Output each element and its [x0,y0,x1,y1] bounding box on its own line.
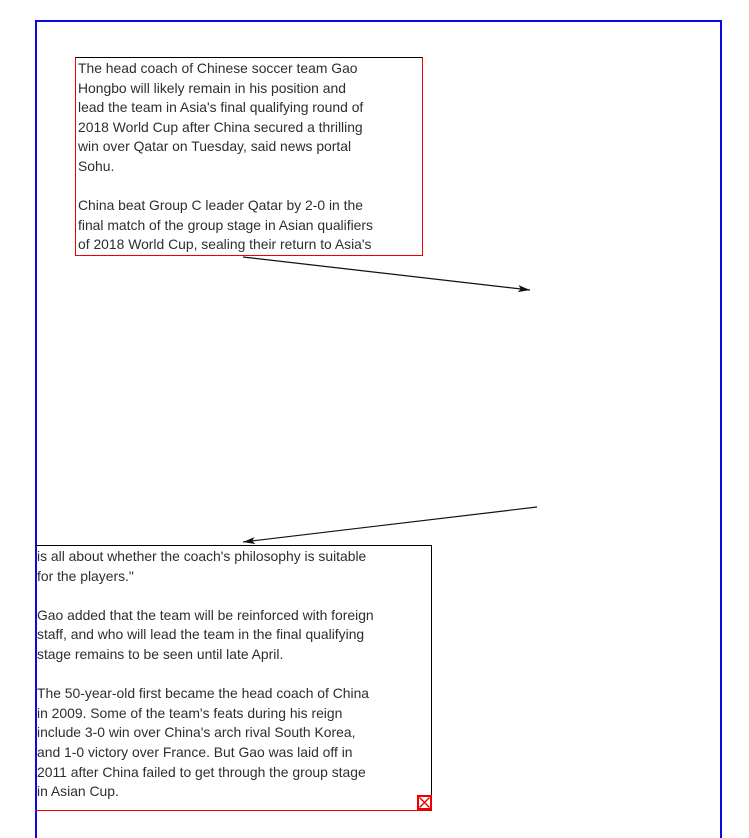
text-line: in 2009. Some of the team's feats during his reign [37,704,343,721]
text-line: The 50-year-old first became the head coach of China [37,685,370,702]
text-line: 2011 after China failed to get through the group stage [37,763,366,780]
text-line: lead the team in Asia's final qualifying round of [78,99,364,116]
text-line: The head coach of Chinese soccer team Gao [78,60,358,76]
text-overflow-crossed-box-icon [417,795,432,810]
text-line: include 3-0 win over China's arch rival South Korea, [37,724,356,741]
text-line [37,665,431,685]
text-line: Sohu. [78,157,115,174]
text-line: is all about whether the coach's philosophy is suitable [37,548,367,564]
text-frame-1[interactable] [75,57,423,256]
text-line: in Asian Cup. [37,783,119,800]
text-line: win over Qatar on Tuesday, said news portal [78,138,352,155]
text-line: Gao added that the team will be reinforced with foreign [37,606,374,623]
text-line: China beat Group C leader Qatar by 2-0 in the [78,197,363,214]
text-line: of 2018 World Cup, sealing their return to Asia's [78,236,372,253]
text-line: and 1-0 victory over France. But Gao was laid off in [37,743,353,760]
text-line: staff, and who will lead the team in the final qualifying [37,626,365,643]
text-line [78,177,422,197]
text-line: final match of the group stage in Asian qualifiers [78,216,373,233]
text-line: 2018 World Cup after China secured a thrilling [78,118,363,135]
text-line: Hongbo will likely remain in his position and [78,79,346,96]
text-line: for the players." [37,567,134,584]
text-line [37,586,431,606]
text-line: stage remains to be seen until late April. [37,645,284,662]
text-frame-2[interactable] [35,545,432,811]
